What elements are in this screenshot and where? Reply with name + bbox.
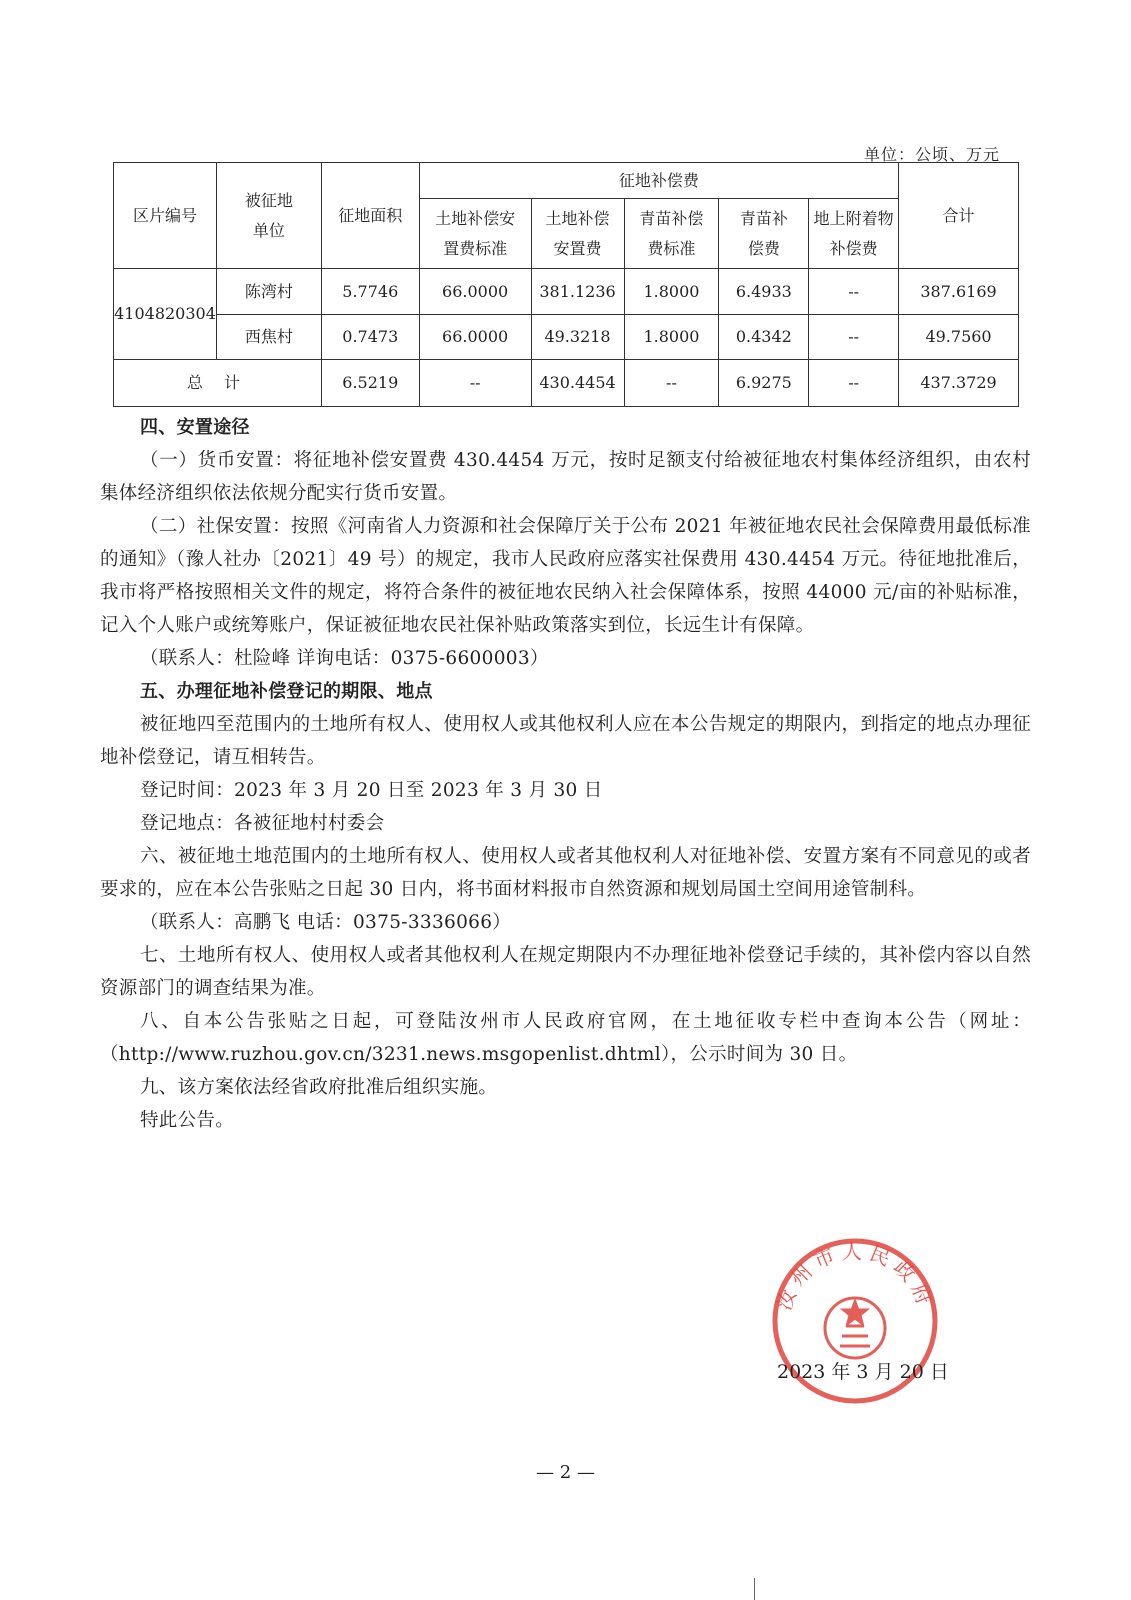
section-5-place: 登记地点：各被征地村村委会 xyxy=(140,813,385,834)
header-total: 合计 xyxy=(899,163,1019,269)
cell-attach: -- xyxy=(809,315,899,360)
cell-crop-std: 1.8000 xyxy=(624,269,719,315)
closing-line: 特此公告。 xyxy=(140,1110,235,1131)
table-sum-row xyxy=(114,360,1019,407)
header-land-std: 土地补偿安置费标准 xyxy=(419,199,531,269)
scan-mark xyxy=(754,1578,755,1600)
section-6-paragraph: 六、被征地土地范围内的土地所有权人、使用权人或者其他权利人对征地补偿、安置方案有不同意见的或者要求的，应在本公告张贴之日起 30 日内，将书面材料报市自然资源和规划局国土空间用途管制科。 xyxy=(100,846,1031,900)
national-emblem-icon xyxy=(825,1298,885,1358)
sum-area: 6.5219 xyxy=(321,360,419,407)
section-7-paragraph: 七、土地所有权人、使用权人或者其他权利人在规定期限内不办理征地补偿登记手续的，其补偿内容以自然资源部门的调查结果为准。 xyxy=(100,945,1031,999)
sum-crop-fee: 6.9275 xyxy=(719,360,809,407)
section-5-title: 五、办理征地补偿登记的期限、地点 xyxy=(140,681,433,702)
cell-attach: -- xyxy=(809,269,899,315)
cell-unit: 陈湾村 xyxy=(216,269,321,315)
header-crop-fee: 青苗补偿费 xyxy=(719,199,809,269)
header-compensation-group: 征地补偿费 xyxy=(419,163,898,199)
sum-land-fee: 430.4454 xyxy=(531,360,624,407)
section-9-paragraph: 九、该方案依法经省政府批准后组织实施。 xyxy=(140,1077,498,1098)
body-text xyxy=(100,411,1031,1137)
cell-land-fee: 49.3218 xyxy=(531,315,624,360)
page-number: — 2 — xyxy=(536,1462,595,1483)
cell-area: 0.7473 xyxy=(321,315,419,360)
section-5-time: 登记时间：2023 年 3 月 20 日至 2023 年 3 月 30 日 xyxy=(140,780,603,801)
sum-total: 437.3729 xyxy=(899,360,1019,407)
compensation-table xyxy=(113,162,1019,407)
header-land-fee: 土地补偿安置费 xyxy=(531,199,624,269)
section-4-paragraph-2: （二）社保安置：按照《河南省人力资源和社会保障厅关于公布 2021 年被征地农民社会保障费用最低标准的通知》（豫人社办〔2021〕49 号）的规定，我市人民政府应落实社保费用 430.4454 万元。待征地批准后，我市将严格按照相关文件的规定，将符合条件的被征地农民纳入社会保障体系，按照 44000 元/亩的补贴标准，记入个人账户或统筹账户，保证被征地农民社保补贴政策落实到位，长远生计有保障。 xyxy=(100,516,1031,636)
cell-total: 387.6169 xyxy=(899,269,1019,315)
section-8-paragraph: 八、自本公告张贴之日起，可登陆汝州市人民政府官网，在土地征收专栏中查询本公告（网址：（http://www.ruzhou.gov.cn/3231.news.msgopenlist.dhtml），公示时间为 30 日。 xyxy=(100,1011,1031,1065)
header-region-code: 区片编号 xyxy=(114,163,217,269)
cell-land-std: 66.0000 xyxy=(419,269,531,315)
header-unit: 被征地单位 xyxy=(216,163,321,269)
section-4-paragraph-1: （一）货币安置：将征地补偿安置费 430.4454 万元，按时足额支付给被征地农村集体经济组织，由农村集体经济组织依法依规分配实行货币安置。 xyxy=(100,450,1031,504)
section-4-contact: （联系人：杜险峰 详询电话：0375-6600003） xyxy=(140,648,549,669)
header-area: 征地面积 xyxy=(321,163,419,269)
table-row xyxy=(114,315,1019,360)
sum-label: 总 计 xyxy=(114,360,322,407)
cell-crop-fee: 0.4342 xyxy=(719,315,809,360)
cell-land-std: 66.0000 xyxy=(419,315,531,360)
cell-unit: 西焦村 xyxy=(216,315,321,360)
sum-land-std: -- xyxy=(419,360,531,407)
sum-crop-std: -- xyxy=(624,360,719,407)
unit-label: 单位：公顷、万元 xyxy=(863,145,1000,164)
section-5-paragraph: 被征地四至范围内的土地所有权人、使用权人或其他权利人应在本公告规定的期限内，到指定的地点办理征地补偿登记，请互相转告。 xyxy=(100,714,1031,768)
section-6-contact: （联系人：高鹏飞 电话：0375-3336066） xyxy=(140,912,512,933)
cell-total: 49.7560 xyxy=(899,315,1019,360)
section-4-title: 四、安置途径 xyxy=(140,417,250,438)
region-code-cell: 4104820304 xyxy=(114,269,217,360)
signature-date: 2023 年 3 月 20 日 xyxy=(777,1361,949,1383)
table-row xyxy=(114,269,1019,315)
header-crop-std: 青苗补偿费标准 xyxy=(624,199,719,269)
sum-attach: -- xyxy=(809,360,899,407)
seal-text: 汝州市人民政府 xyxy=(771,1239,939,1314)
cell-area: 5.7746 xyxy=(321,269,419,315)
cell-crop-fee: 6.4933 xyxy=(719,269,809,315)
cell-crop-std: 1.8000 xyxy=(624,315,719,360)
header-attach-fee: 地上附着物补偿费 xyxy=(809,199,899,269)
cell-land-fee: 381.1236 xyxy=(531,269,624,315)
